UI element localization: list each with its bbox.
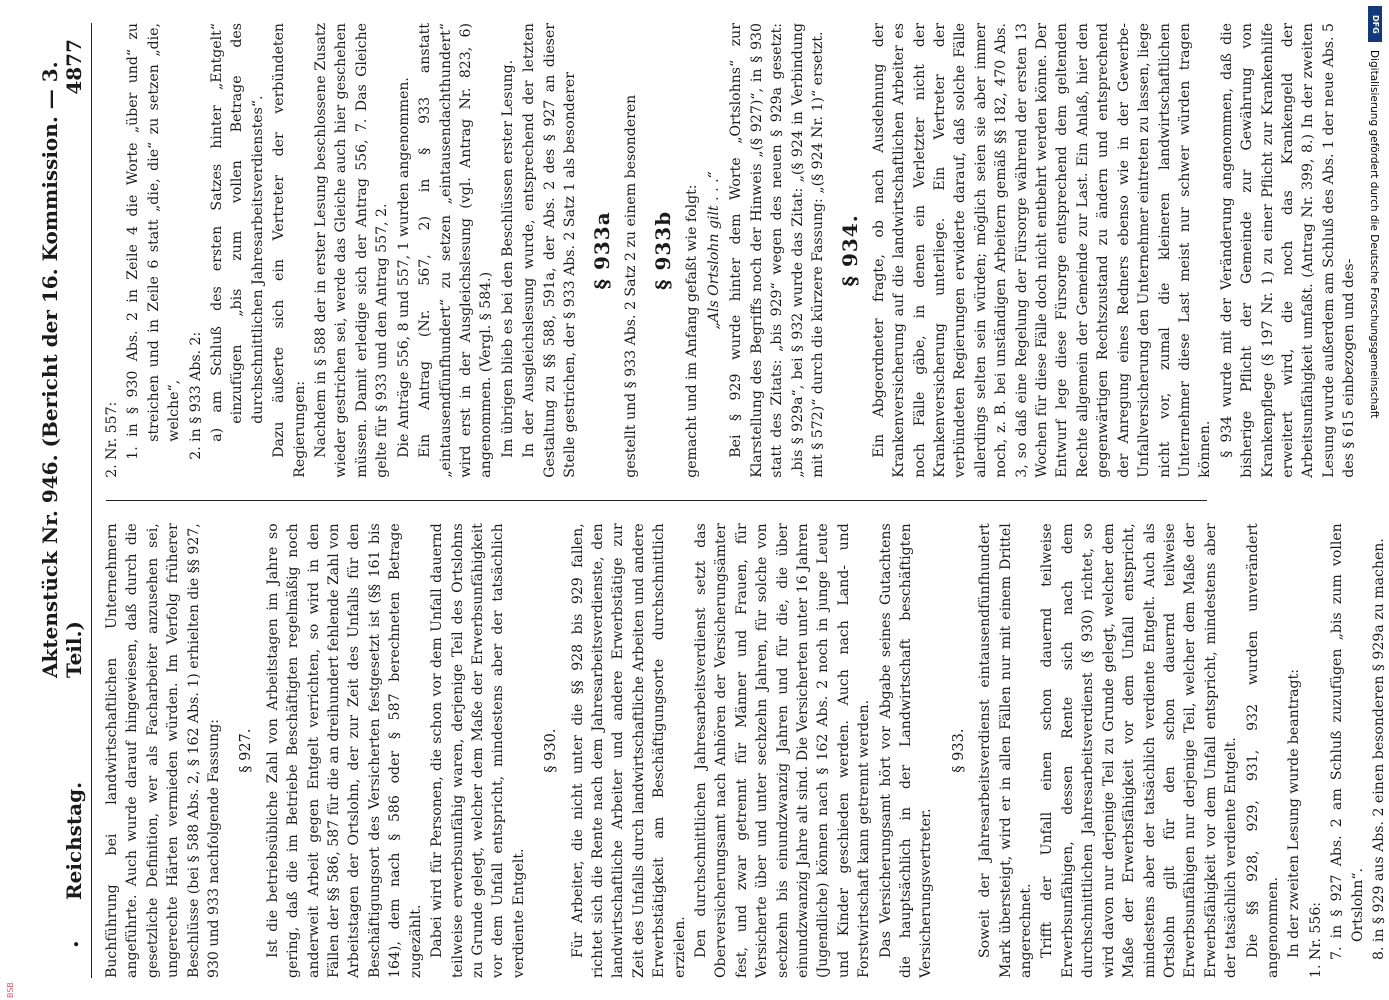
column-right: [102, 23, 1358, 478]
paragraph: Nachdem in § 588 der in erster Lesung beschlossene Zusatz wieder gestrichen sei, werde das Gleiche auch hier geschehen müssen. Damit erledige sich der Antrag 556, 7. Das Gleiche gelte für § 933 und den Antrag 557, 2.: [313, 23, 391, 478]
column-left: [102, 523, 1387, 978]
paragraph: Für Arbeiter, die nicht unter die §§ 928 bis 929 fallen, richtet sich die Rente nach dem Jahresarbeitsverdienste, den landwirtschaftliche Arbeiter und andere Erwerbstätige zur Zeit des Unfalls durch landwirtschaftliche Arbeiten und andere Erwerbstätigkeit am Beschäftigungsorte durchschnittlich erzielen.: [569, 523, 688, 978]
section-heading: § 933.: [950, 728, 967, 773]
list-item: 2. in § 933 Abs. 2:: [187, 331, 204, 460]
list-heading: 2. Nr. 557:: [104, 401, 120, 478]
paragraph: Ein Abgeordneter fragte, ob nach Ausdehnung der Krankenversicherung auf die landwirtschaftlichen Arbeiter es noch Fälle gäbe, in denen ein Verletzter nicht der Krankenversicherung unterliege. Ein Vertreter der verbündeten Regierungen erwiderte darauf, daß solche Fälle allerdings selten sein würden; möglich seien sie aber immer noch, z. B. bei unständigen Arbeitern gemäß §§ 182, 470 Abs. 3, so daß eine Regelung der Fürsorge während der ersten 13 Wochen für diese Fälle doch nicht entbehrt werden könne. Der Entwurf lege diese Fürsorge entsprechend dem geltenden Rechte allgemein der Gemeinde zur Last. Ein Anlaß, hier den gegenwärtigen Rechtszustand zu ändern und entsprechend der Anregung eines Redners ebenso wie in der Gewerbe-Unfallversicherung den Unternehmer eintreten zu lassen, liege nicht vor, zumal die kleineren landwirtschaftlichen Unternehmer diese Last meist nur schwer würden tragen können.: [870, 23, 1214, 478]
section-heading: § 927.: [238, 728, 255, 773]
section-heading: § 934.: [838, 214, 863, 287]
running-header: [38, 23, 92, 978]
section-heading: § 933a: [590, 211, 615, 290]
header-mark: .: [58, 940, 84, 948]
paragraph: Im übrigen blieb es bei den Beschlüssen erster Lesung.: [499, 59, 516, 458]
paragraph: Dabei wird für Personen, die schon vor dem Unfall dauernd teilweise erwerbsunfähig waren, derjenige Teil des Ortslohns zu Grunde gelegt, welcher dem Maße der Erwerbsunfähigkeit vor dem Unfall entspricht, mindestens aber der tatsächlich verdiente Entgelt.: [429, 523, 527, 978]
list-item: 8. in § 929 aus Abs. 2 einen besonderen § 929a zu machen.: [1370, 538, 1387, 960]
paragraph: Das Versicherungsamt hört vor Abgabe seines Gutachtens die hauptsächlich in der Landwirtschaft beschäftigten Versicherungsvertreter.: [877, 523, 935, 978]
paragraph: Buchführung bei landwirtschaftlichen Unternehmern angeführte. Auch wurde darauf hingewiesen, daß durch die gesetzliche Definition, wer als Facharbeiter anzusehen sei, ungerechte Härten vermieden würden. Im Verfolg früherer Beschlüsse (bei § 588 Abs. 2, § 162 Abs. 1) erhielten die §§ 927, 930 und 933 nachfolgende Fassung:: [104, 523, 223, 978]
paragraph: Die §§ 928, 929, 931, 932 wurden unverändert angenommen.: [1244, 523, 1281, 978]
section-heading: § 933b: [651, 210, 676, 290]
paragraph: In der Ausgleichslesung wurde, entsprechend der letzten Gestaltung zu §§ 588, 591a, der Abs. 2 des § 927 an dieser Stelle gestrichen, der § 933 Abs. 2 Satz 1 als besonderer: [521, 23, 578, 478]
column-rule: [106, 500, 1207, 502]
header-center: Aktenstück Nr. 946. (Bericht der 16. Kommission. — 3. Teil.): [38, 61, 86, 678]
paragraph: Bei § 929 wurde hinter dem Worte „Ortslohns“ zur Klarstellung des Begriffs noch der Hinweis „(§ 927)“, in § 930 statt des Zitats: „bis 929“ wegen des neuen § 929a gesetzt: „bis § 929a“, bei § 932 wurde das Zitat: „(§ 924 in Verbindung mit § 572)“ durch die kürzere Fassung: „(§ 924 Nr. 1)“ ersetzt.: [728, 23, 826, 478]
page-number: 4877: [62, 39, 86, 95]
paragraph: Trifft der Unfall einen schon dauernd teilweise Erwerbsunfähigen, dessen Rente sich nach dem durchschnittlichen Jahresarbeitsverdienst (§ 930) richtet, so wird davon nur derjenige Teil zu Grunde gelegt, welcher dem Maße der Erwerbsfähigkeit vor dem Unfall entspricht, mindestens aber der tatsächlich verdiente Entgelt. Auch als Ortslohn gilt für den schon dauernd teilweise Erwerbsunfähigen nur derjenige Teil, welcher dem Maße der Erwerbsfähigkeit vor dem Unfall entspricht, mindestens aber der tatsächlich verdiente Entgelt.: [1039, 523, 1240, 978]
paragraph: Den durchschnittlichen Jahresarbeitsverdienst setzt das Oberversicherungsamt nach Anhören der Versicherungsämter fest, und zwar getrennt für Männer und Frauen, für Versicherte über und unter sechzehn Jahren, für solche von sechzehn bis einundzwanzig Jahren und für die, die über einundzwanzig Jahre alt sind. Die Versicherten unter 16 Jahren (Jugendliche) können nach § 162 Abs. 2 noch in junge Leute und Kinder geschieden werden. Auch nach Land- und Forstwirtschaft kann getrennt werden.: [692, 523, 873, 978]
paragraph: Ist die betriebsübliche Zahl von Arbeitstagen im Jahre so gering, daß die im Betriebe Beschäftigten regelmäßig noch anderweit Arbeit gegen Entgelt verrichten, so wird in den Fällen der §§ 586, 587 für die an dreihundert fehlende Zahl von Arbeitstagen der Ortslohn, der zur Zeit des Unfalls für den Beschäftigungsort des Versicherten festgesetzt ist (§§ 161 bis 164), dem nach § 586 oder § 587 berechneten Betrage zugezählt.: [264, 523, 424, 978]
list-heading: 1. Nr. 556:: [1307, 901, 1324, 978]
paragraph: Ein Antrag (Nr. 567, 2) in § 933 anstatt „eintausendfünfhundert“ zu setzen „eintausendachthundert“ wird erst in der Ausgleichslesung (vgl. Antrag Nr. 823, 6) angenommen. (Vergl. § 584.): [417, 23, 495, 478]
list-item: 7. in § 927 Abs. 2 am Schluß zuzufügen „bis zum vollen Ortslohn“.: [1329, 523, 1366, 960]
paragraph: Dazu äußerte sich ein Vertreter der verbündeten Regierungen:: [271, 23, 308, 478]
paragraph: In der zweiten Lesung wurde beantragt:: [1286, 669, 1303, 958]
section-heading: § 930.: [543, 728, 560, 773]
list-subitem: a) am Schluß des ersten Satzes hinter „Entgelt“ einzufügen „bis zum vollen Betrage des durchschnittlichen Jahresarbeitsverdienstes“.: [209, 23, 266, 442]
paragraph: Die Anträge 556, 8 und 557, 1 wurden angenommen.: [395, 77, 412, 458]
digitization-credit: Digitalisierung gefördert durch die Deutsche Forschungsgemeinschaft: [1368, 50, 1380, 419]
dfg-logo: DFG: [1368, 6, 1382, 42]
paragraph: § 934 wurde mit der Veränderung angenommen, daß die bisherige Pflicht der Gemeinde zur Gewährung von Krankenpflege (§ 197 Nr. 1) zu einer Pflicht zur Krankenhilfe erweitert wird, die noch das Krankengeld der Arbeitsunfähigkeit umfaßt. (Antrag Nr. 399, 8.) In der zweiten Lesung wurde außerdem am Schluß des Abs. 1 der neue Abs. 5 des § 615 einbezogen und des-: [1218, 23, 1358, 478]
list-item: 1. in § 930 Abs. 2 in Zeile 4 die Worte „über und“ zu streichen und in Zeile 6 statt „die, die“ zu setzen „die, welche“,: [125, 23, 183, 460]
header-left: Reichstag.: [62, 781, 86, 900]
quotation: „Als Ortslohn gilt . . .“: [705, 171, 722, 330]
paragraph: gemacht und im Anfang gefaßt wie folgt:: [683, 184, 700, 478]
paragraph: gestellt und § 933 Abs. 2 Satz 2 zu einem besonderen: [622, 94, 639, 478]
library-mark: BSB: [6, 982, 15, 998]
paragraph: Soweit der Jahresarbeitsverdienst eintausendfünfhundert Mark übersteigt, wird er in allen Fällen nur mit einem Drittel angerechnet.: [977, 523, 1035, 978]
